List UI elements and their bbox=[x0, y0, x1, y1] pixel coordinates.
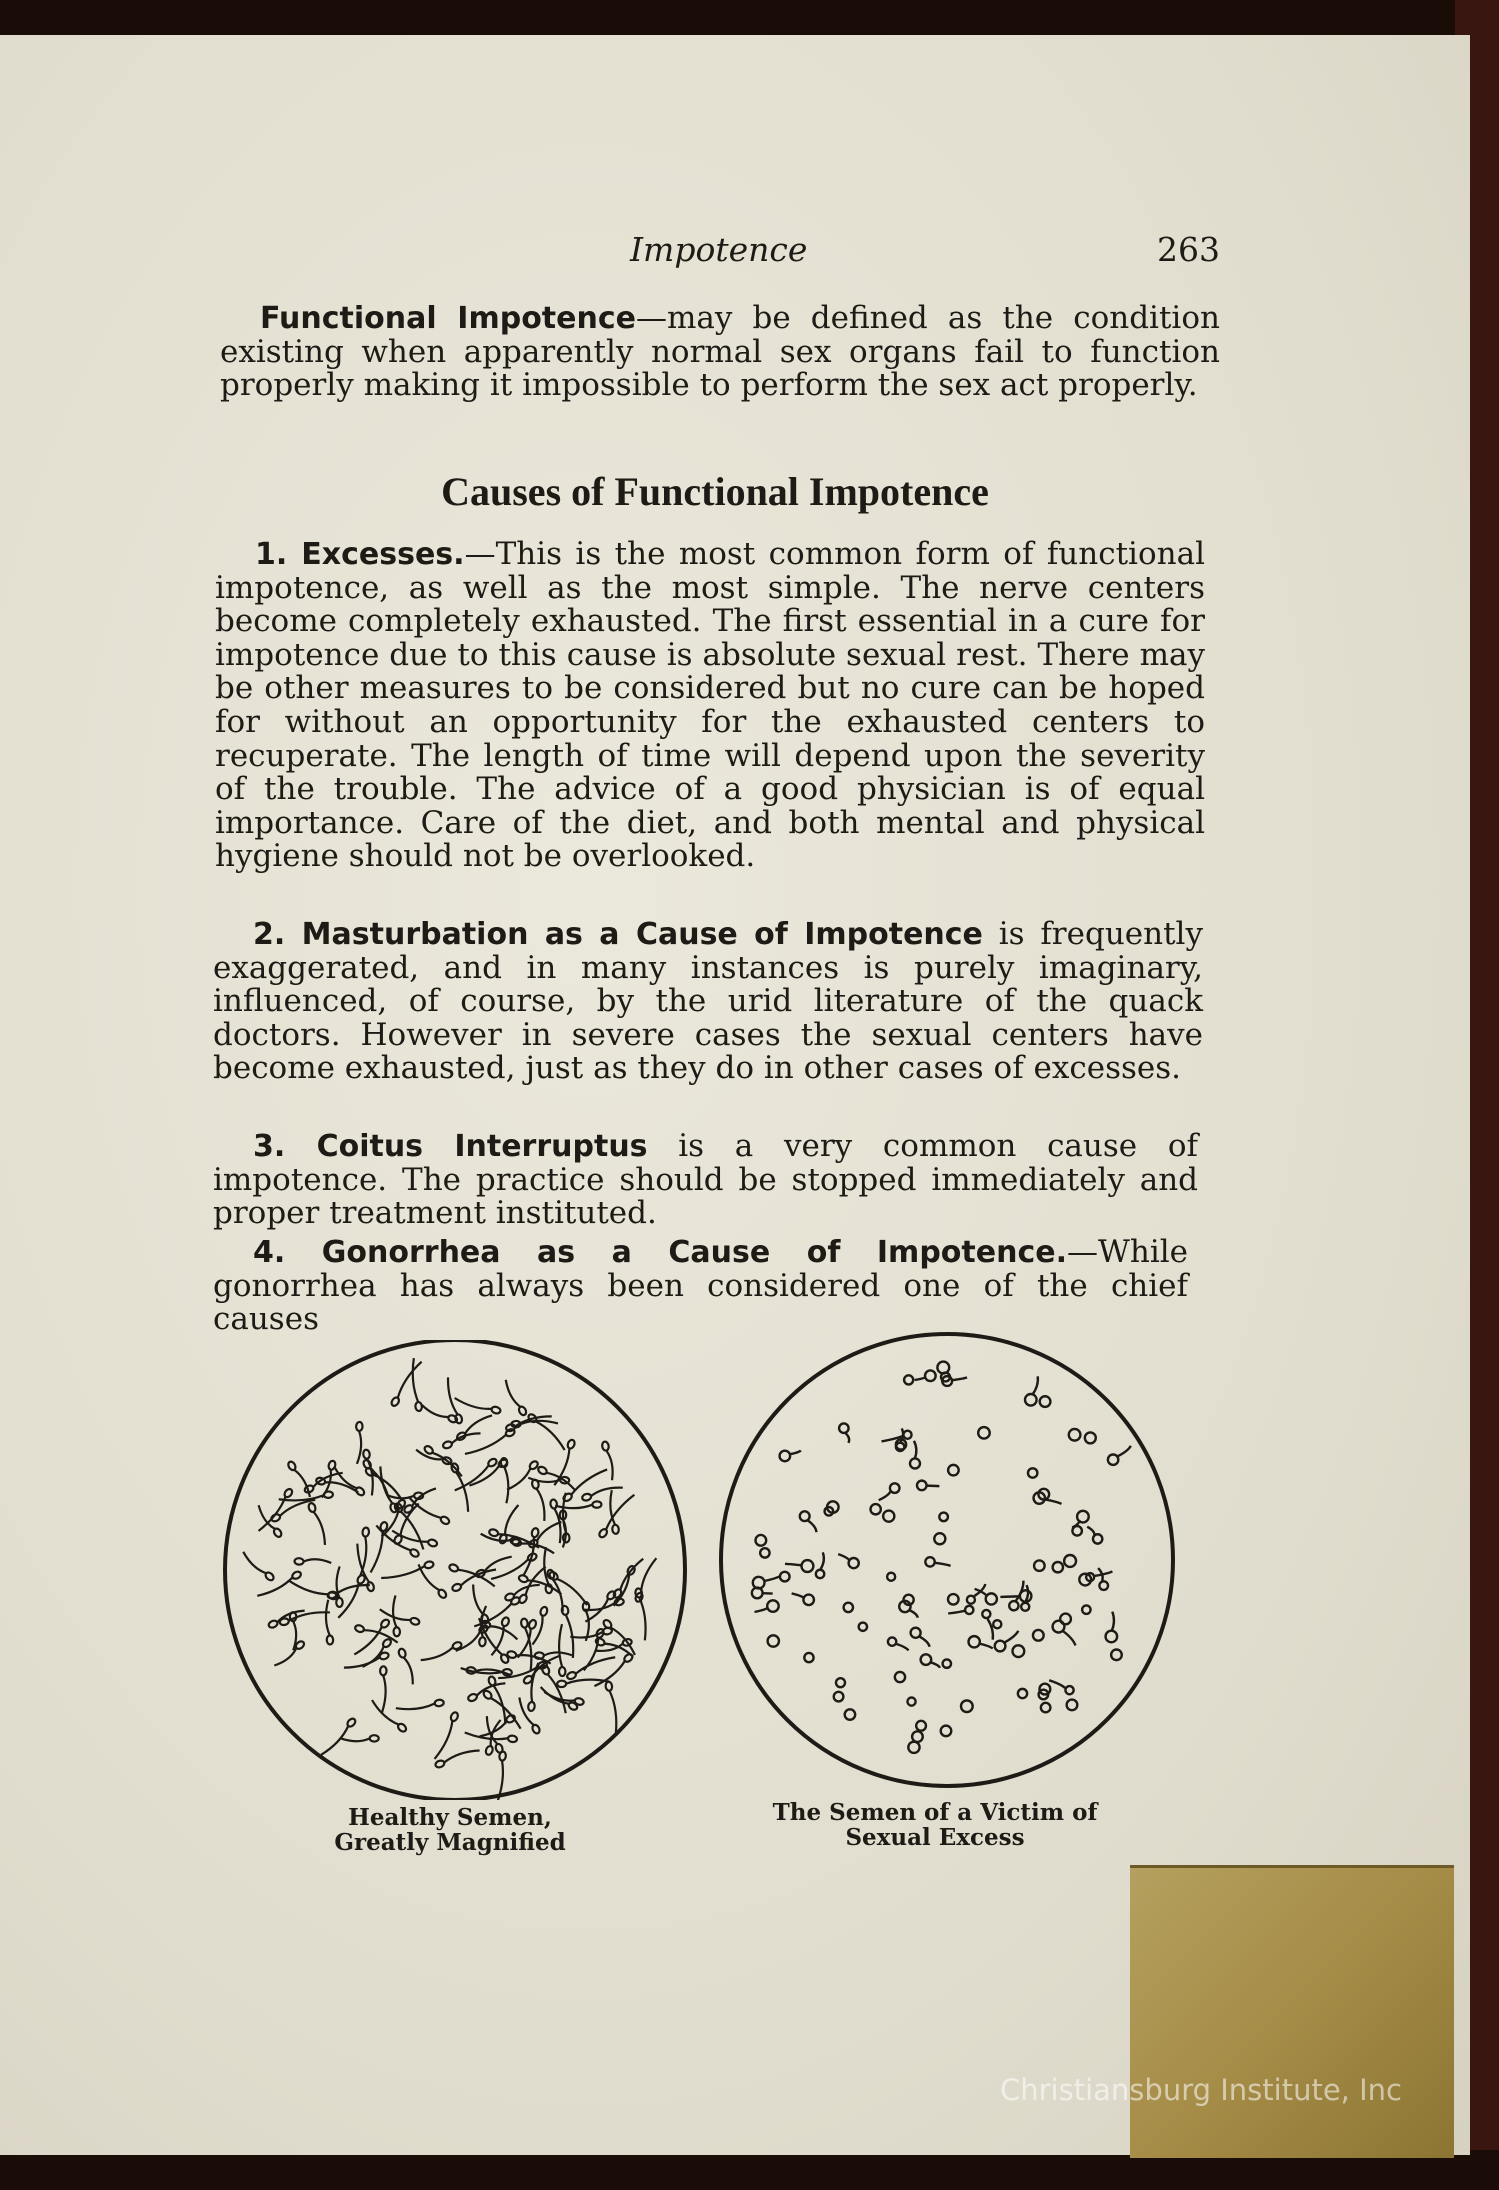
page-number: 263 bbox=[1157, 230, 1220, 269]
degenerate-cell bbox=[1021, 1603, 1029, 1611]
sperm-cell-head bbox=[541, 1665, 551, 1676]
sperm-cell-tail bbox=[452, 1433, 481, 1443]
degenerate-cell bbox=[925, 1557, 934, 1566]
sperm-cell-head bbox=[366, 1581, 375, 1591]
degenerate-cell-tail bbox=[785, 1564, 802, 1566]
cause-paragraph-4 bbox=[213, 1236, 1188, 1337]
degenerate-cell bbox=[925, 1370, 936, 1381]
degenerate-cell-tail bbox=[755, 1608, 769, 1612]
degenerate-cell bbox=[1079, 1574, 1091, 1586]
sperm-cell-tail bbox=[609, 1691, 616, 1734]
sperm-cell-head bbox=[614, 1598, 624, 1606]
degenerate-cell-tail bbox=[935, 1563, 951, 1566]
sperm-cell-tail bbox=[280, 1500, 315, 1516]
degenerate-cell bbox=[912, 1731, 923, 1742]
degenerate-cell bbox=[859, 1623, 867, 1631]
degenerate-cell bbox=[969, 1636, 980, 1647]
degenerate-cell bbox=[1064, 1555, 1076, 1567]
degenerate-cell-tail bbox=[1117, 1446, 1131, 1457]
sperm-cell-tail bbox=[465, 1733, 508, 1740]
sperm-cell-head bbox=[410, 1617, 421, 1626]
degenerate-cell bbox=[911, 1628, 921, 1638]
degenerate-cell bbox=[849, 1558, 859, 1568]
degenerate-cell-tail bbox=[948, 1611, 964, 1614]
section-title: Causes of Functional Impotence bbox=[441, 469, 989, 514]
sperm-cell-head bbox=[434, 1699, 444, 1706]
degenerate-cell-tail bbox=[792, 1593, 804, 1598]
degenerate-cell bbox=[871, 1504, 881, 1514]
degenerate-cell bbox=[1034, 1560, 1045, 1571]
degenerate-cell-tail bbox=[1049, 1680, 1065, 1688]
sperm-cell-tail bbox=[537, 1522, 561, 1541]
sperm-cell-tail bbox=[404, 1657, 413, 1684]
sperm-cell-tail bbox=[393, 1595, 397, 1627]
sperm-cell-head bbox=[531, 1528, 540, 1538]
degenerate-cell bbox=[993, 1620, 1001, 1628]
sperm-cell-head bbox=[424, 1561, 434, 1570]
degenerate-cell bbox=[1067, 1700, 1078, 1711]
cause-heading-1: 1. Excesses. bbox=[255, 537, 465, 572]
degenerate-cell bbox=[804, 1653, 813, 1662]
sperm-cell-tail bbox=[505, 1505, 518, 1535]
degenerate-cell-tail bbox=[952, 1377, 967, 1380]
degenerate-cell bbox=[780, 1572, 790, 1582]
degenerate-cell-tail bbox=[1004, 1631, 1018, 1643]
degenerate-cell bbox=[1065, 1686, 1073, 1694]
degenerate-cell-tail bbox=[914, 1441, 916, 1459]
degenerate-cell bbox=[1085, 1432, 1096, 1443]
degenerate-cell-tail bbox=[1112, 1612, 1114, 1632]
degenerate-cell-tail bbox=[838, 1554, 849, 1560]
degenerate-cell bbox=[1069, 1429, 1081, 1441]
sperm-cell-tail bbox=[360, 1537, 366, 1576]
sperm-cell-tail bbox=[456, 1472, 468, 1512]
sperm-cell-head bbox=[427, 1539, 437, 1548]
sperm-cell-head bbox=[521, 1618, 529, 1628]
sperm-cell-tail bbox=[314, 1512, 325, 1545]
sperm-cell-head bbox=[550, 1499, 558, 1509]
degenerate-cell bbox=[948, 1465, 959, 1476]
figure-caption-excess bbox=[690, 1800, 1180, 1850]
sperm-cell-tail bbox=[398, 1362, 422, 1398]
degenerate-cell bbox=[1108, 1455, 1118, 1465]
degenerate-cell-tail bbox=[763, 1576, 780, 1581]
running-head: Impotence bbox=[630, 230, 808, 269]
sperm-cell-tail bbox=[371, 1531, 383, 1573]
degenerate-cell-tail bbox=[845, 1433, 849, 1443]
degenerate-cell-tail bbox=[879, 1491, 891, 1500]
sperm-cell-tail bbox=[455, 1398, 492, 1409]
sperm-cell-tail bbox=[435, 1721, 453, 1759]
sperm-cell-head bbox=[612, 1525, 619, 1535]
sperm-cell-head bbox=[336, 1598, 342, 1607]
degenerate-cell bbox=[839, 1423, 848, 1432]
sperm-cell-head bbox=[602, 1627, 612, 1635]
definition-paragraph bbox=[220, 302, 1220, 403]
degenerate-cell bbox=[965, 1606, 973, 1614]
sperm-cell-head bbox=[356, 1422, 363, 1431]
sperm-cell-tail bbox=[536, 1421, 565, 1450]
sperm-cell-tail bbox=[421, 1647, 453, 1660]
degenerate-cell bbox=[917, 1481, 927, 1491]
degenerate-cell bbox=[978, 1427, 990, 1439]
degenerate-cell-tail bbox=[1062, 1630, 1076, 1645]
cause-heading-2: 2. Masturbation as a Cause of Impotence bbox=[253, 917, 983, 952]
sperm-cell-tail bbox=[544, 1652, 572, 1655]
degenerate-cell bbox=[939, 1513, 948, 1522]
degenerate-cell bbox=[1028, 1468, 1037, 1477]
sperm-cell-tail bbox=[544, 1547, 548, 1584]
degenerate-cell-tail bbox=[808, 1520, 817, 1532]
degenerate-cell-tail bbox=[821, 1552, 824, 1569]
sperm-cell-head bbox=[450, 1711, 460, 1722]
sperm-cell-head bbox=[582, 1493, 592, 1501]
sperm-cell-head bbox=[435, 1760, 446, 1769]
sperm-cell-tail bbox=[380, 1609, 411, 1620]
degenerate-cell bbox=[803, 1595, 814, 1606]
cause-paragraph-3 bbox=[213, 1130, 1198, 1231]
sperm-cell-tail bbox=[641, 1558, 656, 1593]
sperm-cell-tail bbox=[639, 1597, 645, 1640]
sperm-cell-tail bbox=[469, 1466, 499, 1486]
sperm-cell-tail bbox=[257, 1577, 292, 1596]
sperm-cell-tail bbox=[357, 1431, 361, 1464]
degenerate-cell bbox=[1093, 1534, 1102, 1543]
degenerate-cell bbox=[1009, 1601, 1018, 1610]
degenerate-cell-tail bbox=[909, 1610, 918, 1618]
sperm-cell-tail bbox=[340, 1738, 370, 1741]
sperm-cell-head bbox=[415, 1402, 422, 1412]
cause-text-1: —This is the most common form of functional impotence, as well as the most simple. The nerve centers become completely exhausted. The first essential in a cure for impotence due to this cause is absolute sexual rest. There may be other measures to be considered but no cure can be hoped for without an opportunity for the exhausted centers to recuperate. The length of time will depend upon the severity of the trouble. The advice of a good physician is of equal importance. Care of the diet, and both mental and physical hygiene should not be overlooked. bbox=[215, 536, 1205, 875]
sperm-cell-head bbox=[539, 1606, 548, 1617]
degenerate-cell bbox=[834, 1692, 844, 1702]
excess-semen-illustration bbox=[715, 1332, 1180, 1792]
sperm-cell-head bbox=[531, 1479, 539, 1489]
sperm-cell-head bbox=[294, 1558, 303, 1565]
degenerate-cell bbox=[1082, 1605, 1090, 1613]
degenerate-cell bbox=[907, 1697, 915, 1705]
sperm-cell-head bbox=[354, 1624, 365, 1633]
sperm-cell-head bbox=[559, 1667, 565, 1676]
sperm-cell-tail bbox=[422, 1405, 448, 1417]
sperm-cell-head bbox=[467, 1693, 478, 1702]
cause-text-2: is frequently exaggerated, and in many instances is purely imaginary, influenced, of course, by the urid literature of the quack doctors. However in severe cases the sexual centers have become exhausted, just as they do in other cases of excesses. bbox=[213, 916, 1203, 1087]
sperm-cell-head bbox=[592, 1501, 601, 1508]
figures bbox=[210, 1340, 1200, 1860]
degenerate-cell-tail bbox=[1095, 1571, 1112, 1575]
healthy-semen-illustration bbox=[215, 1340, 695, 1800]
cause-text-4: —While gonorrhea has always been considered one of the chief causes bbox=[213, 1234, 1188, 1338]
sperm-cell-tail bbox=[576, 1657, 616, 1674]
sperm-cell-head bbox=[393, 1627, 400, 1636]
degenerate-cell bbox=[1106, 1631, 1118, 1643]
degenerate-cell bbox=[921, 1654, 932, 1665]
degenerate-cell bbox=[903, 1431, 911, 1439]
sperm-cell-tail bbox=[507, 1468, 530, 1489]
degenerate-cell bbox=[1041, 1703, 1050, 1712]
sperm-cell-head bbox=[442, 1440, 453, 1449]
sperm-cell-tail bbox=[243, 1552, 266, 1573]
sperm-cell-head bbox=[504, 1592, 515, 1601]
degenerate-cell bbox=[1025, 1394, 1037, 1406]
degenerate-cell bbox=[845, 1709, 855, 1719]
sperm-cell-head bbox=[362, 1527, 369, 1537]
sperm-cell-head bbox=[370, 1735, 379, 1741]
degenerate-cell bbox=[1111, 1650, 1122, 1661]
cause-text-3: is a very common cause of impotence. The practice should be stopped immediately and proper treatment instituted. bbox=[213, 1128, 1198, 1232]
sperm-cell-head bbox=[518, 1574, 529, 1583]
degenerate-cell bbox=[967, 1596, 975, 1604]
sperm-cell-tail bbox=[552, 1579, 563, 1612]
degenerate-cell bbox=[934, 1533, 945, 1544]
degenerate-cell-tail bbox=[1026, 1585, 1029, 1602]
sperm-cell-head bbox=[380, 1666, 387, 1675]
sperm-cell-head bbox=[327, 1635, 334, 1644]
sperm-cell-head bbox=[499, 1751, 507, 1761]
sperm-cell-tail bbox=[518, 1628, 531, 1657]
figure-caption-healthy bbox=[210, 1805, 690, 1855]
sperm-cell-tail bbox=[506, 1380, 521, 1407]
degenerate-cell bbox=[816, 1570, 824, 1578]
degenerate-cell bbox=[948, 1594, 959, 1605]
sperm-cell-tail bbox=[536, 1489, 544, 1521]
degenerate-cell bbox=[1033, 1630, 1044, 1641]
degenerate-cell bbox=[1099, 1581, 1108, 1590]
caption-line: Healthy Semen, bbox=[348, 1804, 552, 1831]
degenerate-cell bbox=[887, 1573, 895, 1581]
caption-line: Sexual Excess bbox=[845, 1824, 1025, 1851]
background-top bbox=[0, 0, 1499, 40]
sperm-cell-tail bbox=[293, 1621, 296, 1650]
sperm-cell-tail bbox=[591, 1488, 623, 1496]
sperm-cell-tail bbox=[304, 1559, 332, 1563]
page-header bbox=[210, 230, 1220, 274]
degenerate-cell bbox=[943, 1659, 951, 1667]
cause-paragraph-1 bbox=[215, 538, 1205, 874]
sperm-cell-head bbox=[537, 1465, 548, 1475]
degenerate-cell bbox=[760, 1548, 769, 1557]
sperm-cell-head bbox=[567, 1701, 578, 1711]
degenerate-cell bbox=[908, 1742, 919, 1753]
sperm-cell-head bbox=[601, 1441, 609, 1451]
sperm-cell-tail bbox=[606, 1451, 612, 1481]
sperm-cell-tail bbox=[484, 1557, 511, 1572]
sperm-cell-head bbox=[605, 1681, 613, 1691]
degenerate-cell bbox=[1018, 1689, 1027, 1698]
definition-term: Functional Impotence bbox=[260, 301, 636, 336]
degenerate-cell bbox=[1072, 1526, 1081, 1535]
degenerate-cell-tail bbox=[896, 1644, 908, 1651]
sperm-cell-tail bbox=[559, 1624, 562, 1667]
sperm-cell-tail bbox=[448, 1377, 458, 1414]
sperm-cell-tail bbox=[521, 1544, 554, 1554]
sperm-cell-head bbox=[501, 1616, 510, 1627]
sperm-cell-head bbox=[557, 1680, 566, 1687]
sperm-cell-head bbox=[528, 1702, 536, 1712]
cause-heading-4: 4. Gonorrhea as a Cause of Impotence. bbox=[253, 1235, 1067, 1270]
degenerate-cell-tail bbox=[919, 1636, 930, 1646]
sperm-cell-head bbox=[363, 1449, 371, 1459]
sperm-cell-tail bbox=[274, 1648, 296, 1666]
sperm-cell-head bbox=[508, 1735, 518, 1743]
degenerate-cell-tail bbox=[979, 1643, 993, 1648]
degenerate-cell bbox=[767, 1600, 778, 1611]
degenerate-cell bbox=[780, 1451, 791, 1462]
degenerate-cell bbox=[895, 1672, 905, 1682]
degenerate-cell bbox=[961, 1700, 973, 1712]
sperm-cell-tail bbox=[555, 1505, 592, 1508]
degenerate-cell bbox=[844, 1603, 853, 1612]
sperm-cell-tail bbox=[381, 1566, 424, 1578]
degenerate-cell-tail bbox=[927, 1486, 940, 1487]
sperm-cell-tail bbox=[396, 1704, 435, 1710]
degenerate-cell bbox=[768, 1635, 779, 1646]
degenerate-cell-tail bbox=[1087, 1527, 1094, 1535]
degenerate-cell bbox=[883, 1511, 894, 1522]
cause-paragraph-2 bbox=[213, 918, 1203, 1086]
caption-line: Greatly Magnified bbox=[334, 1829, 566, 1856]
sperm-cell-tail bbox=[504, 1467, 508, 1503]
degenerate-cell bbox=[916, 1721, 926, 1731]
brass-corner-plate bbox=[1130, 1865, 1454, 2158]
sperm-cell-head bbox=[566, 1671, 577, 1680]
sperm-cell-head bbox=[270, 1513, 281, 1523]
sperm-cell-head bbox=[479, 1637, 486, 1647]
cause-heading-3: 3. Coitus Interruptus bbox=[253, 1129, 648, 1164]
sperm-cell-head bbox=[268, 1619, 279, 1628]
degenerate-cell-tail bbox=[988, 1619, 993, 1640]
watermark: Christiansburg Institute, Inc bbox=[1000, 2073, 1402, 2107]
sperm-cell-head bbox=[528, 1619, 538, 1630]
sperm-cell-tail bbox=[473, 1584, 483, 1614]
degenerate-cell bbox=[1040, 1396, 1051, 1407]
sperm-cell-tail bbox=[401, 1512, 424, 1550]
degenerate-cell bbox=[1012, 1645, 1024, 1657]
sperm-cell-head bbox=[448, 1563, 459, 1573]
degenerate-cell bbox=[937, 1362, 949, 1374]
degenerate-cell bbox=[801, 1560, 813, 1572]
sperm-cell-head bbox=[491, 1406, 501, 1415]
sperm-cell-head bbox=[485, 1745, 494, 1756]
sperm-cell-tail bbox=[326, 1600, 330, 1636]
sperm-cell-head bbox=[451, 1583, 462, 1593]
sperm-cell-tail bbox=[465, 1415, 492, 1433]
degenerate-cell-tail bbox=[1032, 1376, 1038, 1395]
degenerate-cell-tail bbox=[1000, 1596, 1020, 1597]
definition-text: —may be defined as the condition existing when apparently normal sex organs fail to function properly making it impossible to perform the sex act properly. bbox=[220, 300, 1220, 404]
degenerate-cell bbox=[888, 1637, 896, 1645]
sperm-cell-tail bbox=[465, 1435, 506, 1454]
degenerate-cell bbox=[904, 1375, 913, 1384]
degenerate-cell-tail bbox=[790, 1450, 801, 1454]
degenerate-cell bbox=[941, 1726, 952, 1737]
degenerate-cell-tail bbox=[915, 1377, 926, 1380]
caption-line: The Semen of a Victim of bbox=[772, 1799, 1098, 1826]
sperm-cell-head bbox=[566, 1439, 575, 1450]
sperm-cell-tail bbox=[444, 1750, 479, 1762]
sperm-cell-tail bbox=[382, 1675, 386, 1712]
sperm-cell-tail bbox=[336, 1585, 369, 1594]
sperm-cell-head bbox=[398, 1648, 407, 1659]
sperm-cell-head bbox=[308, 1502, 317, 1513]
degenerate-cell bbox=[982, 1610, 990, 1618]
degenerate-cell bbox=[1053, 1562, 1063, 1572]
degenerate-cell bbox=[755, 1535, 766, 1546]
degenerate-cell-tail bbox=[930, 1662, 940, 1668]
sperm-cell-tail bbox=[289, 1581, 328, 1594]
degenerate-cell bbox=[836, 1678, 845, 1687]
degenerate-cell bbox=[910, 1458, 920, 1468]
sperm-cell-head bbox=[488, 1528, 499, 1537]
